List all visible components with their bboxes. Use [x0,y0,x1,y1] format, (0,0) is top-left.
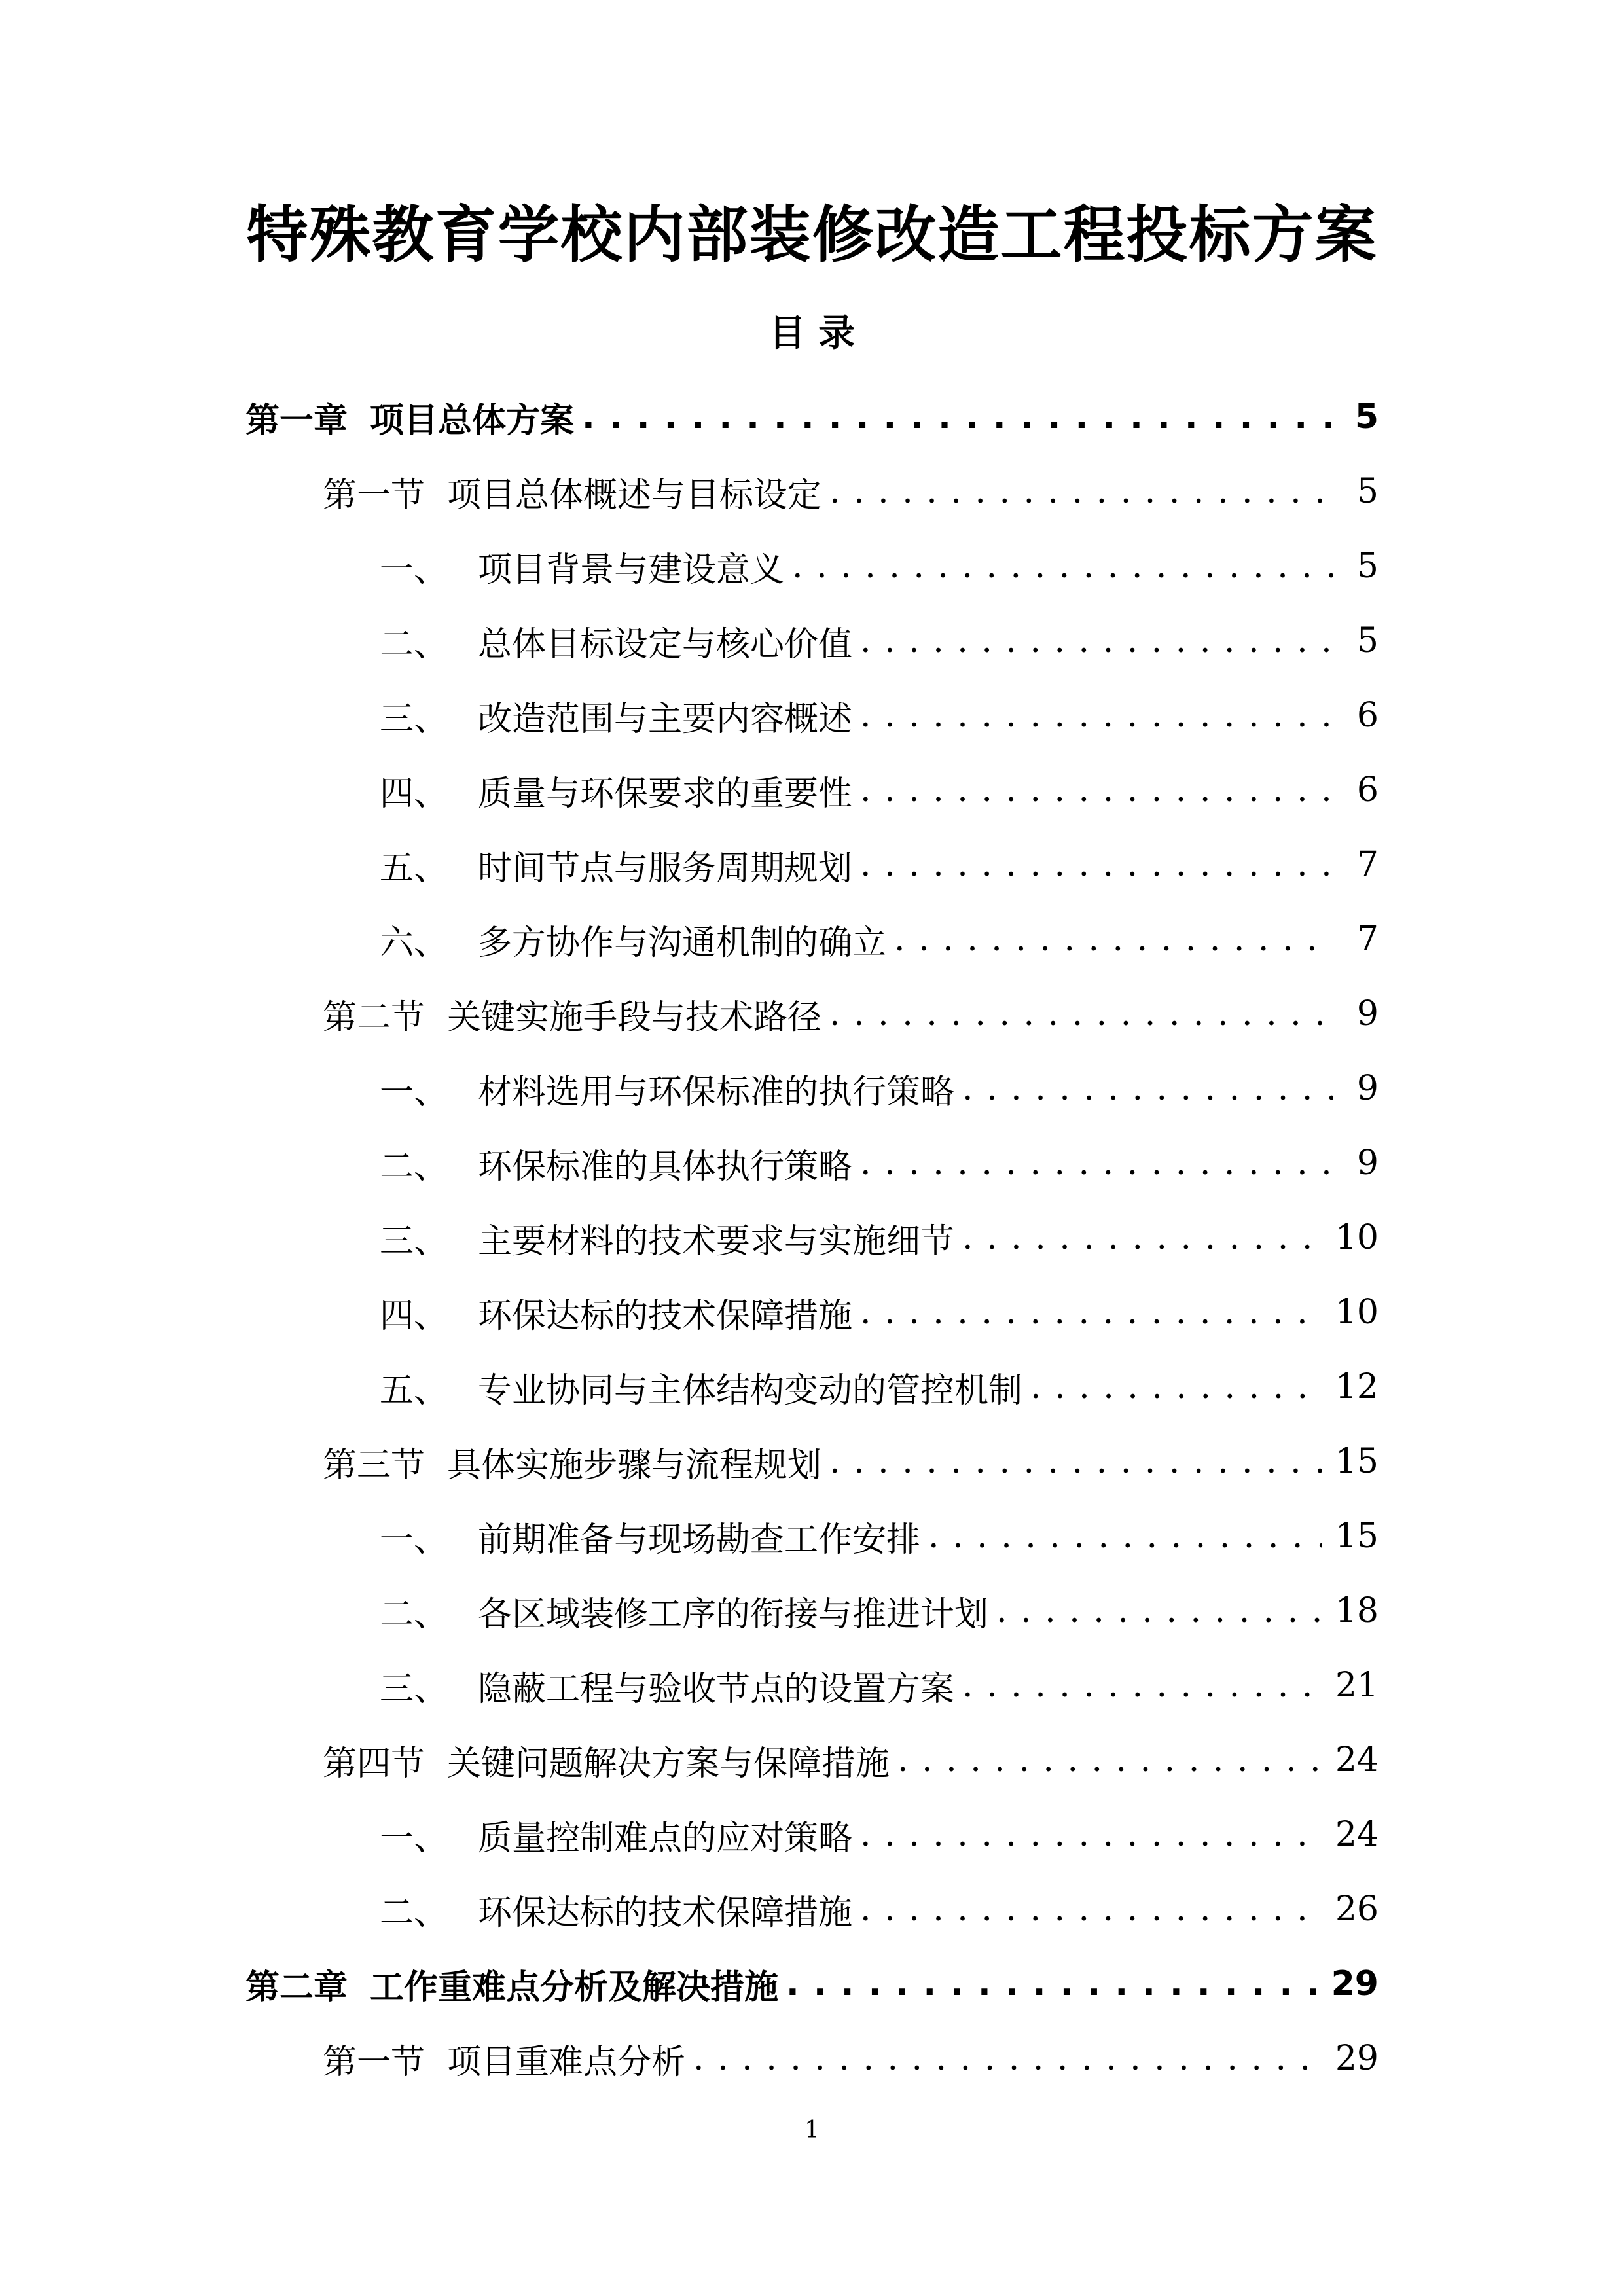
document-title: 特殊教育学校内部装修改造工程投标方案 [246,200,1378,271]
toc-entry-title: 项目总体概述与目标设定 [447,475,822,515]
toc-entry-title: 主要材料的技术要求与实施细节 [478,1221,955,1261]
toc-entry-page: 24 [1335,1815,1379,1854]
toc-dot-leader [860,1890,1322,1929]
toc-entry-title: 材料选用与环保标准的执行策略 [478,1072,955,1112]
toc-entry-number: 第四节 [323,1744,425,1784]
toc-entry-title: 具体实施步骤与流程规划 [447,1445,822,1485]
toc-entry-page: 10 [1335,1218,1379,1257]
toc-entry-number: 第一节 [323,475,425,515]
toc-dot-leader [962,1666,1322,1705]
toc-entry-section[interactable] [0,977,1624,1051]
toc-entry-number: 二、 [380,1893,448,1933]
toc-entry-content [380,915,1624,964]
toc-entry-number: 二、 [380,1594,448,1634]
toc-dot-leader [962,1218,1322,1257]
toc-entry-page: 12 [1335,1367,1379,1407]
toc-entry-content [380,1661,1624,1710]
table-of-contents [0,380,1624,2096]
toc-entry-number: 四、 [380,1296,448,1336]
toc-entry-title: 质量与环保要求的重要性 [478,774,853,814]
toc-entry-number: 二、 [380,1147,448,1187]
toc-dot-leader [829,994,1333,1033]
toc-dot-leader [897,1740,1322,1780]
toc-entry-content [380,542,1624,591]
toc-dot-leader [860,1815,1322,1854]
toc-entry-section[interactable] [0,454,1624,529]
toc-dot-leader [693,2039,1322,2078]
toc-entry-item[interactable] [0,1200,1624,1275]
toc-entry-chapter[interactable] [0,380,1624,454]
toc-entry-item[interactable] [0,1051,1624,1126]
toc-dot-leader [894,920,1333,959]
toc-entry-chapter[interactable] [0,1946,1624,2021]
toc-entry-page: 5 [1356,472,1379,511]
toc-dot-leader [860,696,1333,735]
toc-entry-page: 6 [1356,696,1379,735]
toc-entry-page: 18 [1335,1591,1379,1630]
toc-entry-page: 7 [1356,845,1379,884]
toc-entry-title: 项目总体方案 [370,401,575,440]
toc-entry-section[interactable] [0,1723,1624,1797]
toc-entry-title: 时间节点与服务周期规划 [478,848,853,888]
toc-entry-title: 环保达标的技术保障措施 [478,1893,853,1933]
toc-entry-content [380,840,1624,889]
toc-entry-page: 29 [1331,1964,1379,2003]
toc-entry-page: 6 [1356,770,1379,810]
toc-entry-page: 15 [1335,1516,1379,1556]
toc-entry-content [380,1512,1624,1561]
toc-entry-content [323,1437,1624,1486]
toc-entry-title: 项目背景与建设意义 [478,550,785,590]
toc-entry-content [380,617,1624,666]
toc-entry-title: 总体目标设定与核心价值 [478,624,853,664]
toc-entry-title: 关键问题解决方案与保障措施 [447,1744,890,1784]
toc-entry-item[interactable] [0,1275,1624,1350]
toc-dot-leader [792,547,1333,586]
toc-entry-page: 24 [1335,1740,1379,1780]
toc-dot-leader [962,1069,1333,1108]
toc-entry-content [380,1288,1624,1337]
toc-entry-title: 项目重难点分析 [447,2042,686,2082]
toc-entry-number: 一、 [380,1072,448,1112]
toc-entry-content [380,1885,1624,1934]
toc-entry-number: 一、 [380,1818,448,1858]
toc-entry-title: 隐蔽工程与验收节点的设置方案 [478,1669,955,1709]
page-number: 1 [804,2117,820,2144]
toc-entry-page: 9 [1356,1069,1379,1108]
toc-entry-number: 第三节 [323,1445,425,1485]
toc-entry-item[interactable] [0,1872,1624,1946]
toc-entry-content [323,990,1624,1039]
toc-entry-item[interactable] [0,753,1624,827]
toc-entry-content [323,1736,1624,1785]
toc-entry-title: 各区域装修工序的衔接与推进计划 [478,1594,989,1634]
toc-entry-content [380,691,1624,740]
toc-entry-content [380,1213,1624,1263]
toc-dot-leader [928,1516,1322,1556]
toc-entry-number: 三、 [380,1669,448,1709]
toc-entry-content [380,1810,1624,1859]
toc-entry-section[interactable] [0,2021,1624,2096]
toc-entry-content [380,1363,1624,1412]
toc-entry-content [380,1139,1624,1188]
toc-entry-page: 7 [1356,920,1379,959]
toc-entry-number: 六、 [380,923,448,963]
toc-dot-leader [1030,1367,1322,1407]
toc-entry-content [245,393,1624,442]
toc-entry-page: 21 [1335,1666,1379,1705]
toc-entry-section[interactable] [0,1424,1624,1499]
toc-dot-leader [829,472,1333,511]
toc-entry-title: 关键实施手段与技术路径 [447,997,822,1037]
toc-entry-number: 第一节 [323,2042,425,2082]
toc-entry-title: 工作重难点分析及解决措施 [370,1967,779,2007]
toc-entry-item[interactable] [0,1648,1624,1723]
toc-entry-page: 9 [1356,994,1379,1033]
toc-entry-title: 环保标准的具体执行策略 [478,1147,853,1187]
toc-entry-page: 26 [1335,1890,1379,1929]
toc-entry-content [380,1587,1624,1636]
toc-entry-title: 多方协作与沟通机制的确立 [478,923,887,963]
toc-entry-title: 质量控制难点的应对策略 [478,1818,853,1858]
toc-entry-number: 第二节 [323,997,425,1037]
toc-entry-number: 二、 [380,624,448,664]
toc-entry-title: 前期准备与现场勘查工作安排 [478,1520,921,1560]
toc-entry-title: 专业协同与主体结构变动的管控机制 [478,1371,1023,1410]
toc-entry-page: 29 [1335,2039,1379,2078]
toc-entry-item[interactable] [0,1350,1624,1424]
toc-dot-leader [860,1293,1322,1332]
toc-entry-number: 一、 [380,1520,448,1560]
toc-dot-leader [860,1143,1333,1183]
toc-dot-leader [582,397,1333,437]
toc-entry-content [380,1064,1624,1113]
toc-dot-leader [860,770,1333,810]
toc-entry-item[interactable] [0,529,1624,603]
toc-heading: 目 录 [768,312,856,355]
toc-entry-number: 三、 [380,1221,448,1261]
toc-entry-item[interactable] [0,827,1624,902]
toc-entry-page: 10 [1335,1293,1379,1332]
toc-entry-number: 五、 [380,848,448,888]
toc-entry-number: 四、 [380,774,448,814]
toc-entry-item[interactable] [0,1573,1624,1648]
toc-dot-leader [786,1964,1318,2003]
toc-entry-page: 5 [1354,397,1379,437]
toc-entry-page: 15 [1335,1442,1379,1481]
toc-entry-number: 第一章 [245,401,348,440]
toc-entry-item[interactable] [0,1126,1624,1200]
toc-entry-item[interactable] [0,1499,1624,1573]
toc-entry-item[interactable] [0,1797,1624,1872]
toc-entry-item[interactable] [0,678,1624,753]
toc-entry-content [380,766,1624,815]
toc-dot-leader [996,1591,1322,1630]
toc-entry-content [323,467,1624,516]
toc-entry-title: 环保达标的技术保障措施 [478,1296,853,1336]
toc-entry-item[interactable] [0,603,1624,678]
toc-entry-page: 9 [1356,1143,1379,1183]
toc-dot-leader [829,1442,1322,1481]
toc-entry-number: 第二章 [245,1967,348,2007]
toc-entry-content [245,1960,1624,2009]
toc-entry-number: 三、 [380,699,448,739]
toc-dot-leader [860,621,1333,660]
toc-entry-number: 五、 [380,1371,448,1410]
toc-dot-leader [860,845,1333,884]
toc-entry-page: 5 [1356,621,1379,660]
toc-entry-title: 改造范围与主要内容概述 [478,699,853,739]
toc-entry-item[interactable] [0,902,1624,977]
toc-entry-page: 5 [1356,547,1379,586]
toc-entry-number: 一、 [380,550,448,590]
toc-entry-content [323,2034,1624,2083]
